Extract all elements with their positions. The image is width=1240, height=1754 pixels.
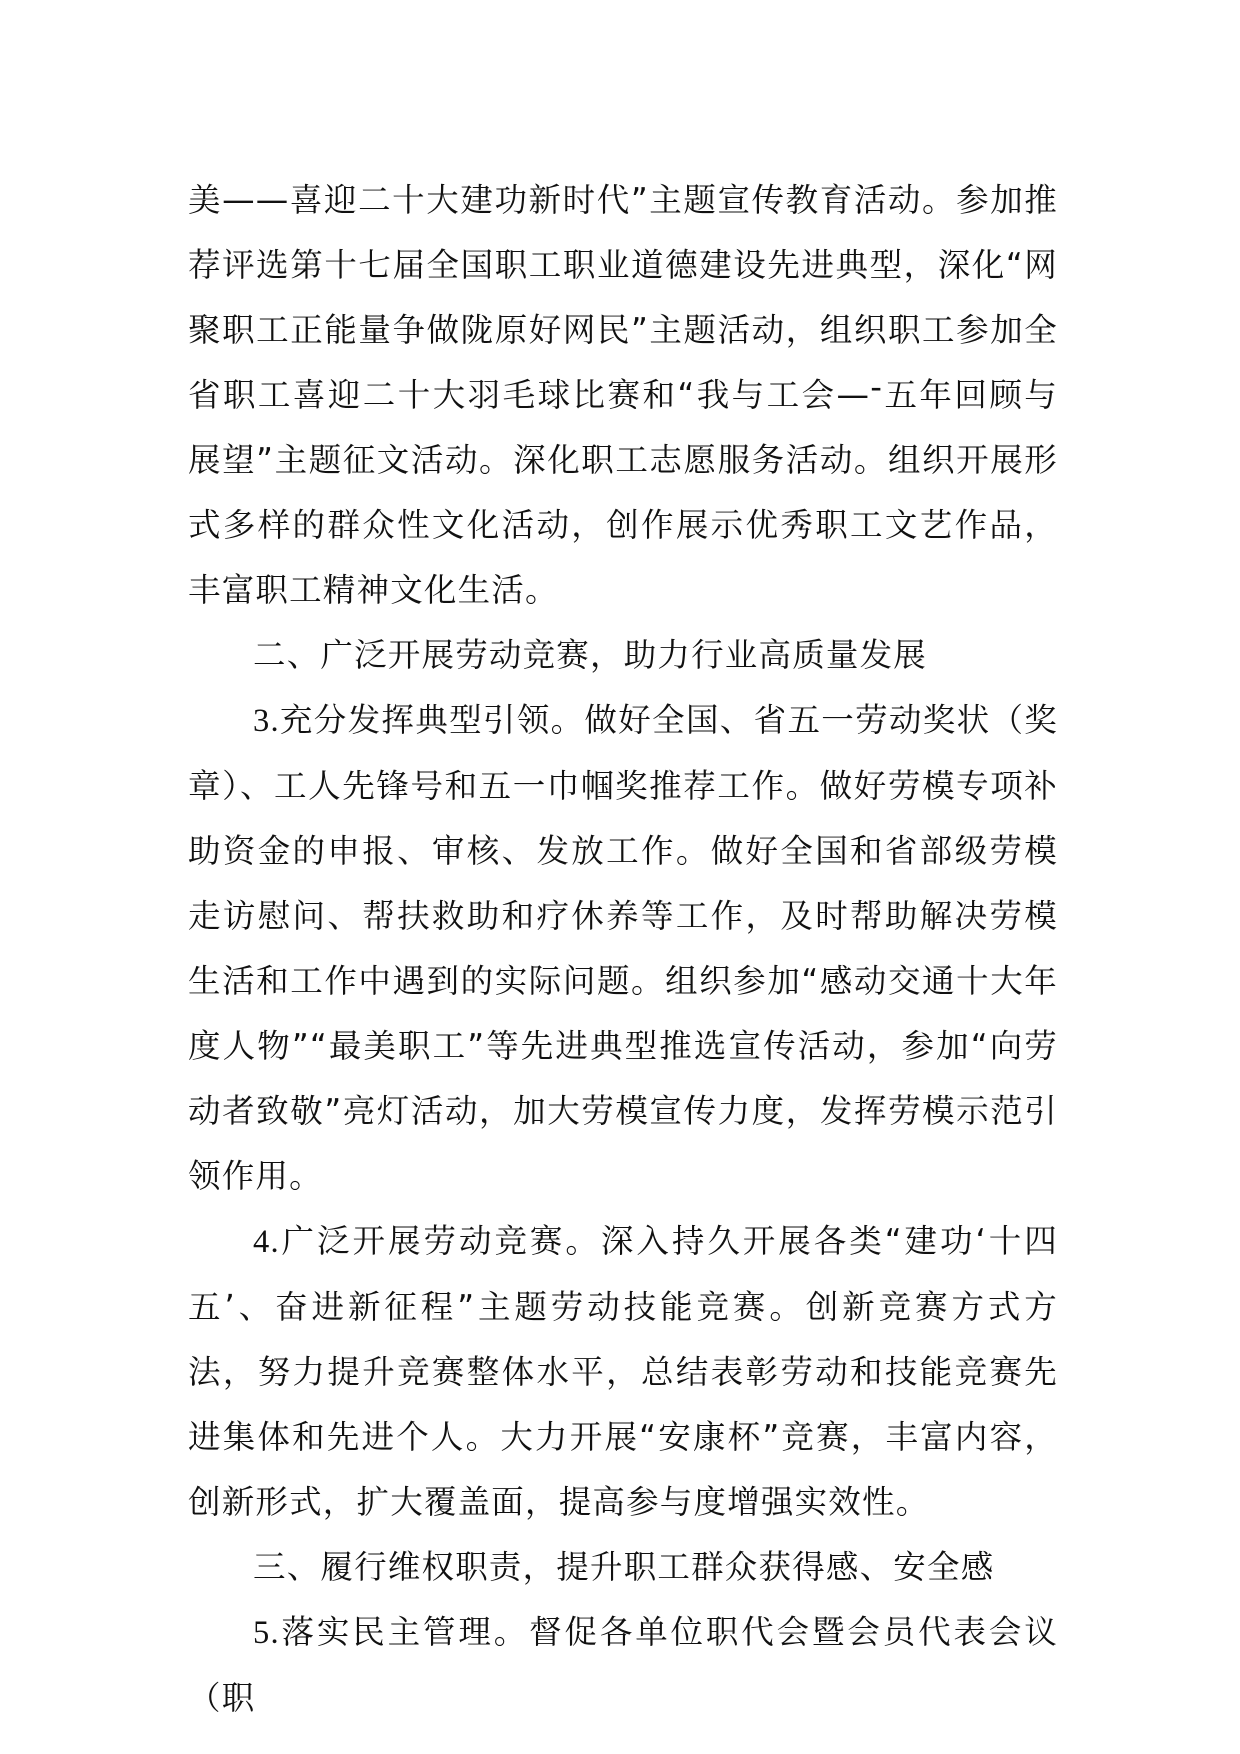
item-number: 3. <box>253 703 280 739</box>
paragraph-text: 充分发挥典型引领。做好全国、省五一劳动奖状（奖章）、工人先锋号和五一巾帼奖推荐工作。做好劳模专项补助资金的申报、审核、发放工作。做好全国和省部级劳模走访慰问、帮扶救助和疗休养等工作，及时帮助解决劳模生活和工作中遇到的实际问题。组织参加“感动交通十大年度人物”“最美职工”等先进典型推选宣传活动，参加“向劳动者致敬”亮灯活动，加大劳模宣传力度，发挥劳模示范引领作用。 <box>188 701 1058 1195</box>
paragraph-item-4 <box>188 1209 1058 1535</box>
document-body <box>188 168 1058 1731</box>
paragraph-text: 广泛开展劳动竞赛。深入持久开展各类“建功‘十四五’、奋进新征程”主题劳动技能竞赛。创新竞赛方式方法，努力提升竞赛整体水平，总结表彰劳动和技能竞赛先进集体和先进个人。大力开展“安康杯”竞赛，丰富内容，创新形式，扩大覆盖面，提高参与度增强实效性。 <box>188 1222 1058 1521</box>
heading-text: 二、广泛开展劳动竞赛，助力行业高质量发展 <box>253 636 928 674</box>
paragraph-continuation <box>188 168 1058 623</box>
section-heading-2 <box>188 623 1058 688</box>
paragraph-text: 美——喜迎二十大建功新时代”主题宣传教育活动。参加推荐评选第十七届全国职工职业道德建设先进典型，深化“网聚职工正能量争做陇原好网民”主题活动，组织职工参加全省职工喜迎二十大羽毛球比赛和“我与工会—־五年回顾与展望”主题征文活动。深化职工志愿服务活动。组织开展形式多样的群众性文化活动，创作展示优秀职工文艺作品，丰富职工精神文化生活。 <box>188 181 1058 609</box>
item-number: 5. <box>253 1615 280 1651</box>
paragraph-item-5 <box>188 1600 1058 1731</box>
heading-text: 三、履行维权职责，提升职工群众获得感、安全感 <box>253 1548 995 1586</box>
paragraph-item-3 <box>188 688 1058 1209</box>
item-number: 4. <box>253 1224 280 1260</box>
paragraph-text: 落实民主管理。督促各单位职代会暨会员代表会议（职 <box>188 1613 1058 1717</box>
section-heading-3 <box>188 1535 1058 1600</box>
